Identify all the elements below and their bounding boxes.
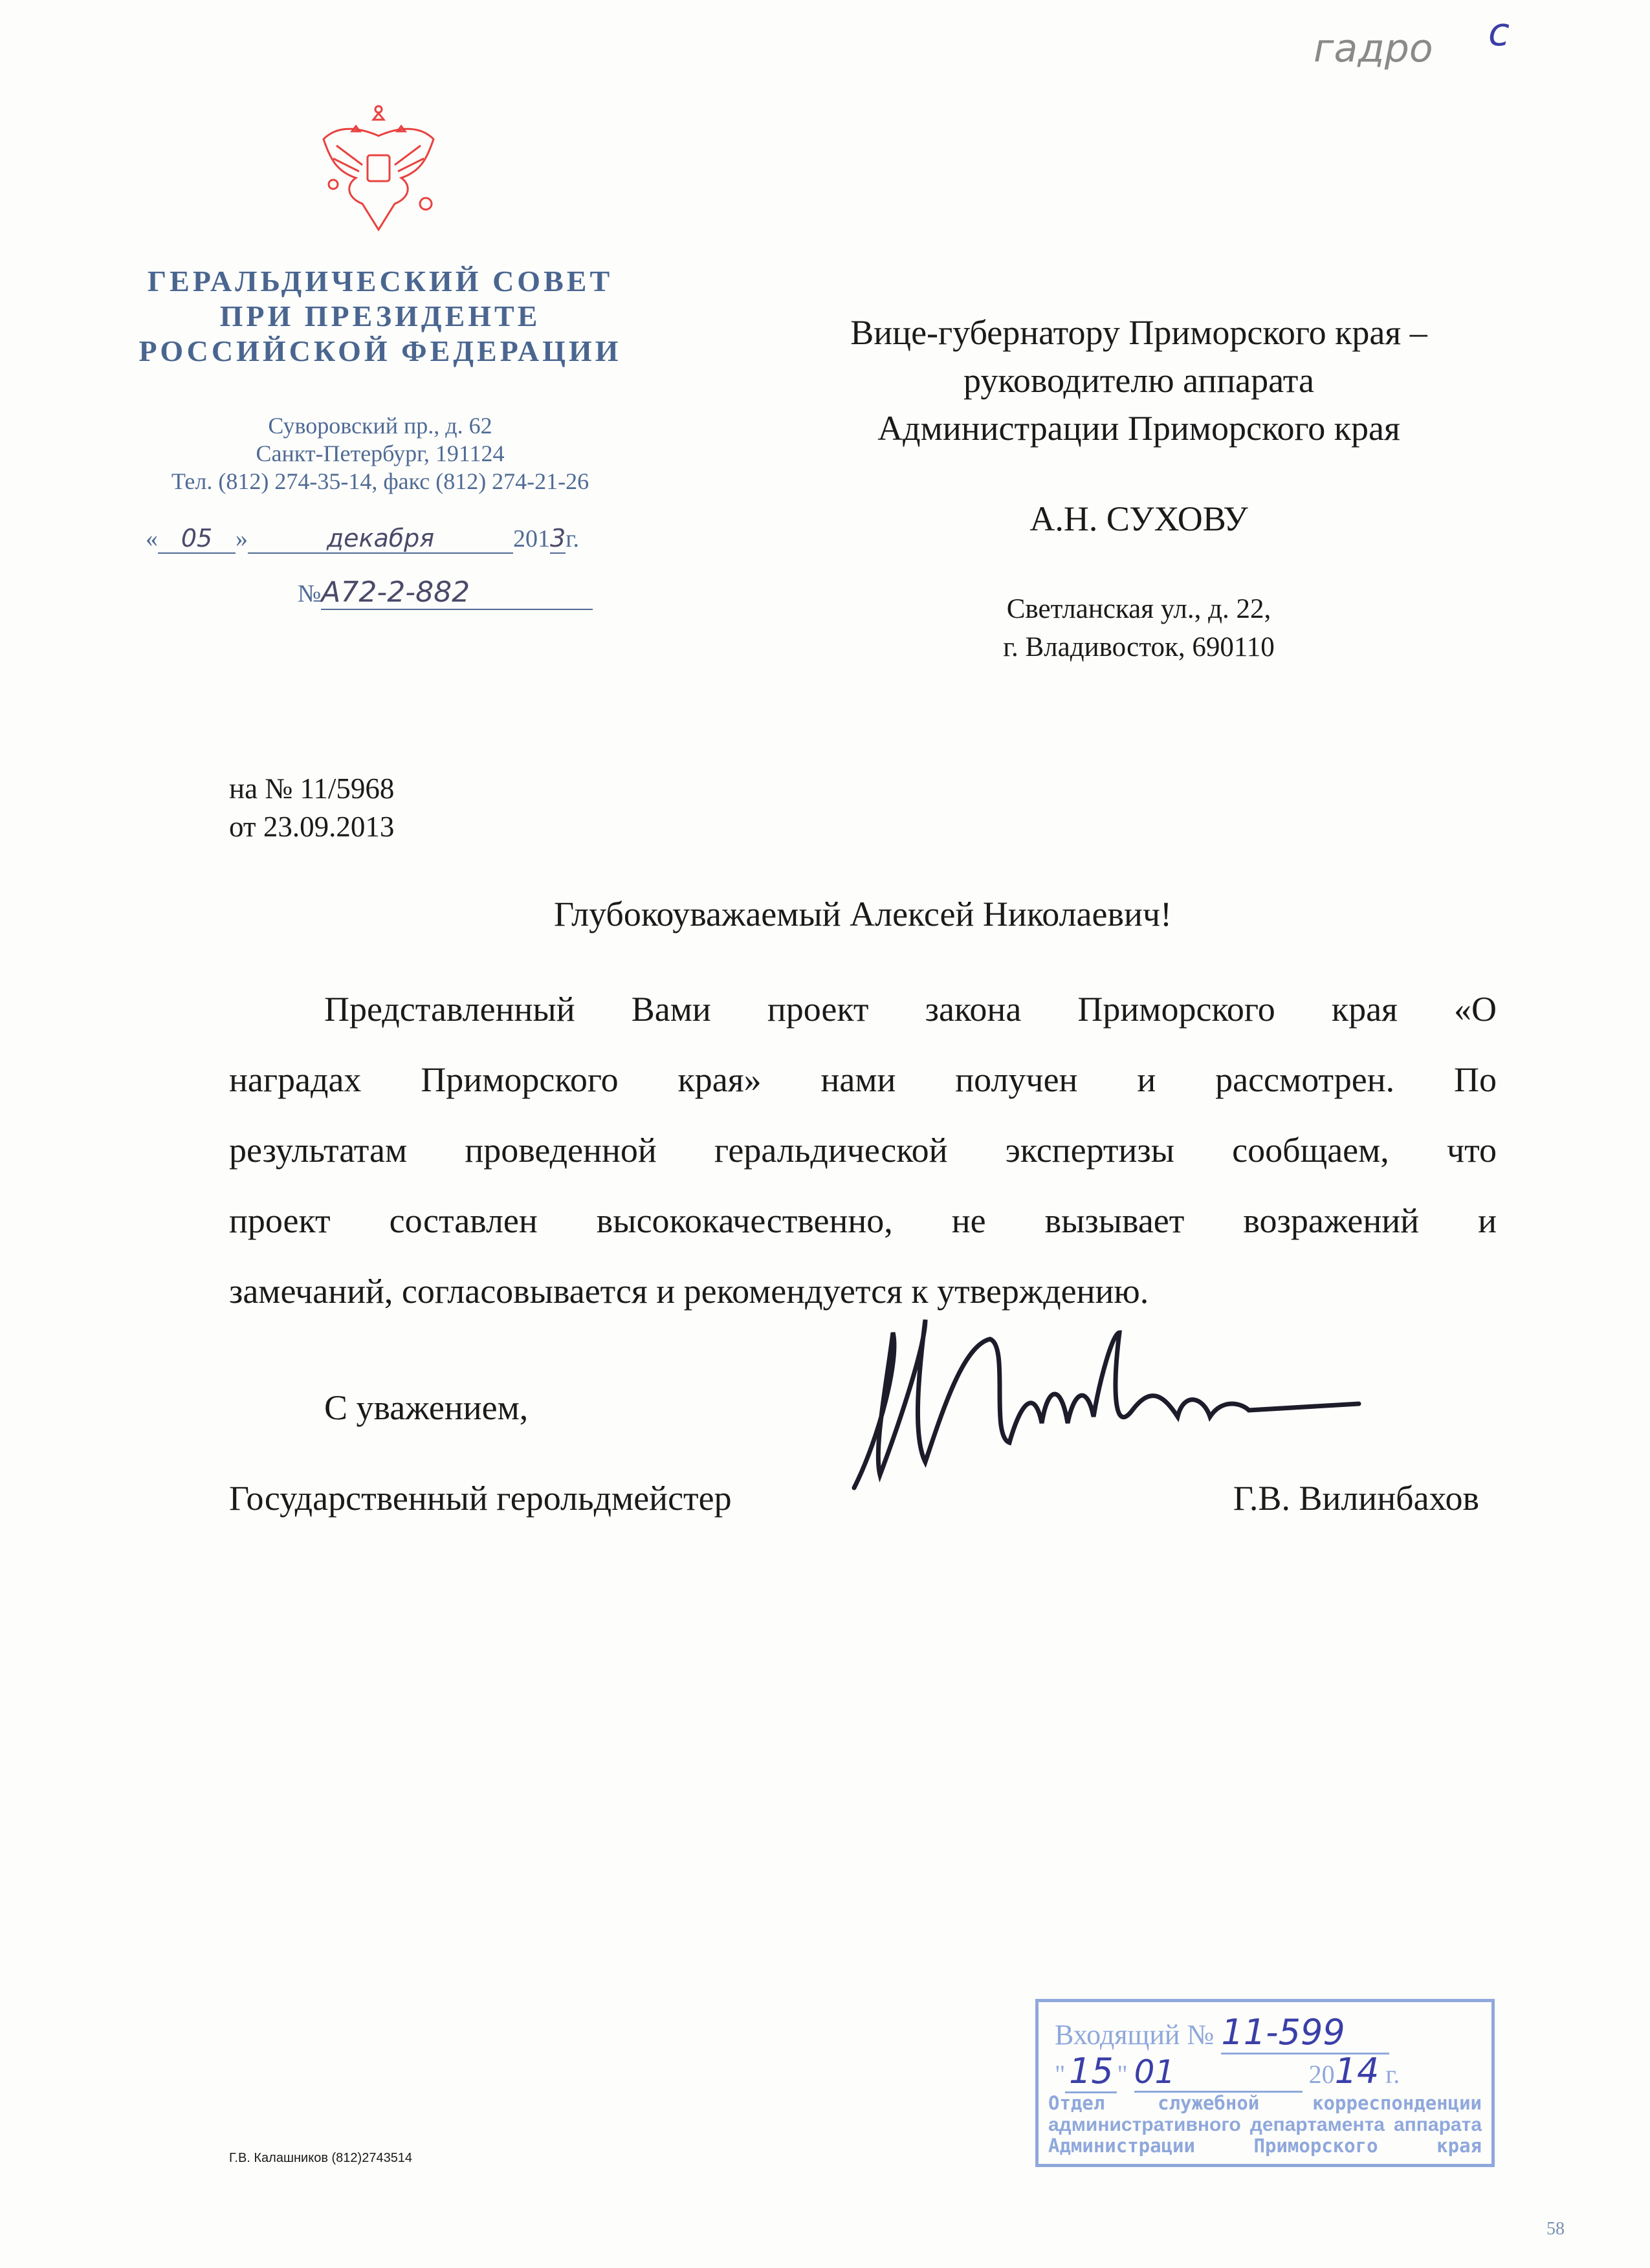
body-line: результатам проведенной геральдической экспертизы сообщаем, что [229, 1131, 1497, 1170]
stamp-incoming-number: 11-599 [1221, 2012, 1389, 2055]
executor-note: Г.В. Калашников (812)2743514 [229, 2151, 413, 2165]
org-line: РОССИЙСКОЙ ФЕДЕРАЦИИ [138, 334, 622, 367]
sender-org-name [129, 264, 631, 369]
stamp-month: 01 [1134, 2053, 1303, 2093]
sender-address [129, 412, 631, 496]
page-number: 58 [1546, 2219, 1565, 2239]
reference-block [229, 770, 394, 846]
pencil-note: гадро [1314, 26, 1433, 71]
stamp-day: 15 [1065, 2051, 1117, 2093]
greeting: Глубокоуважаемый Алексей Николаевич! [553, 895, 1172, 933]
letter-body [229, 974, 1497, 1327]
recipient-address-line: г. Владивосток, 690110 [1003, 632, 1275, 662]
coat-of-arms-emblem-icon [317, 100, 440, 236]
body-line: проект составлен высококачественно, не вызывает возражений и [229, 1201, 1497, 1240]
stamp-incoming-label: Входящий № [1055, 2019, 1215, 2051]
recipient-address [751, 590, 1527, 666]
stamp-dept-line: Отдел служебной корреспонденции [1048, 2092, 1482, 2114]
recipient-line: Администрации Приморского края [877, 409, 1400, 448]
closing: С уважением, [324, 1388, 529, 1427]
date-month: декабря [248, 524, 513, 554]
body-line: замечаний, согласовывается и рекомендуется к утверждению. [229, 1272, 1149, 1311]
number-value: А72-2-882 [321, 576, 593, 610]
recipient-address-line: Светланская ул., д. 22, [1006, 594, 1271, 624]
outgoing-date: « 05 » декабря 2013г. [146, 524, 579, 552]
pen-note: с [1488, 10, 1510, 55]
reference-number: на № 11/5968 [229, 772, 395, 805]
stamp-year-suffix: 14 [1334, 2051, 1380, 2091]
date-year-prefix: 201 [513, 525, 550, 552]
stamp-dept-line: административного департамента аппарата [1048, 2114, 1482, 2135]
org-line: ГЕРАЛЬДИЧЕСКИЙ СОВЕТ [147, 265, 613, 298]
address-line: Суворовский пр., д. 62 [268, 413, 492, 439]
signatory-name: Г.В. Вилинбахов [1233, 1479, 1479, 1518]
incoming-registration-stamp: Входящий № 11-599 " 15 " 01 2014 г. Отдел служебной корреспонденции административного департамента аппарата Администрации Приморского края [1035, 1999, 1495, 2167]
signatory-title: Государственный герольдмейстер [229, 1479, 732, 1518]
reference-date: от 23.09.2013 [229, 811, 395, 843]
date-year-unit: г. [566, 525, 579, 552]
stamp-dept-line: Администрации Приморского края [1048, 2135, 1482, 2157]
date-year-suffix: 3 [550, 524, 566, 552]
handwritten-signature [841, 1307, 1372, 1507]
org-line: ПРИ ПРЕЗИДЕНТЕ [219, 300, 541, 333]
stamp-year-unit: г. [1385, 2060, 1400, 2089]
recipient-line: Вице-губернатору Приморского края – [850, 313, 1427, 352]
body-line: Представленный Вами проект закона Приморского края «О [324, 990, 1497, 1029]
recipient-line: руководителю аппарата [963, 361, 1314, 400]
recipient-block [751, 309, 1527, 543]
address-line: Санкт-Петербург, 191124 [256, 441, 505, 466]
date-day: 05 [158, 524, 236, 554]
number-label: № [298, 580, 322, 607]
address-line: Тел. (812) 274-35-14, факс (812) 274-21-26 [171, 468, 589, 494]
outgoing-number [298, 576, 593, 610]
body-line: наградах Приморского края» нами получен и рассмотрен. По [229, 1060, 1497, 1099]
stamp-year-prefix: 20 [1308, 2060, 1335, 2089]
recipient-name: А.Н. СУХОВУ [1029, 499, 1248, 538]
